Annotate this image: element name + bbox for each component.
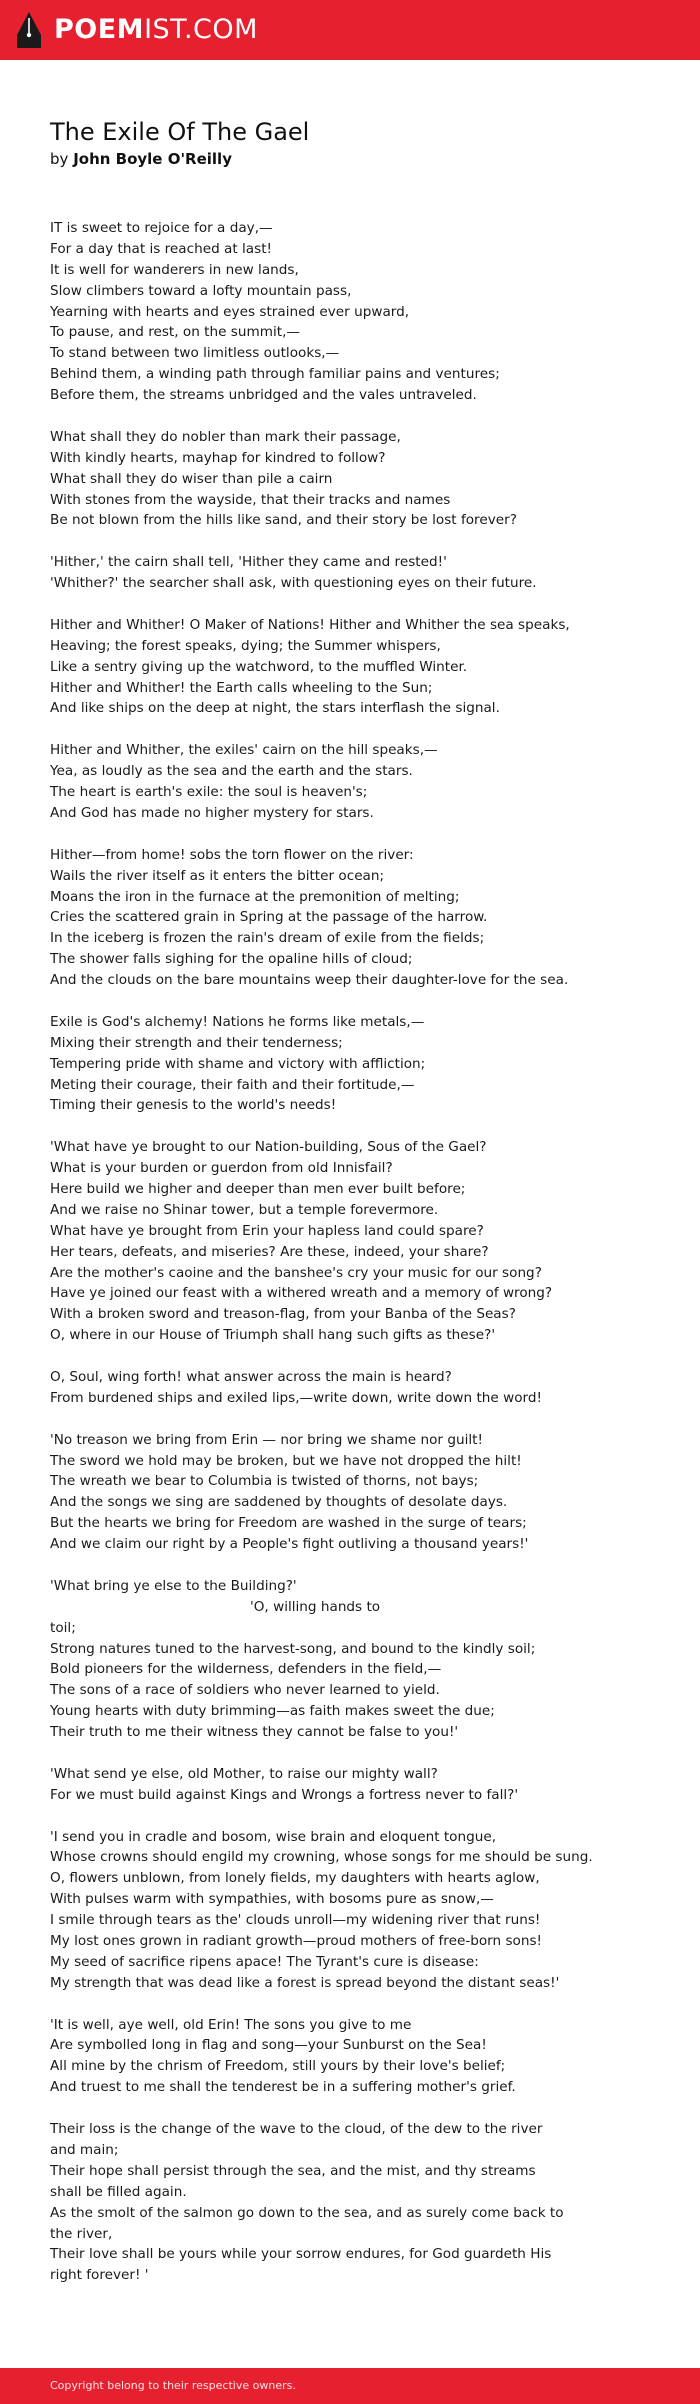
stanza-break	[50, 531, 660, 552]
poem-line: Wails the river itself as it enters the bitter ocean;	[50, 867, 385, 884]
poem-line: IT is sweet to rejoice for a day,—	[50, 220, 273, 236]
poem-line: 'No treason we bring from Erin — nor bring we shame nor guilt!	[50, 1431, 483, 1448]
stanza-break	[50, 719, 660, 740]
poem-line: What shall they do wiser than pile a cairn	[50, 470, 333, 487]
poem-line: O, flowers unblown, from lonely fields, my daughters with hearts aglow,	[50, 1870, 540, 1887]
poem-line: And like ships on the deep at night, the stars interflash the signal.	[50, 700, 500, 717]
poem-line: For a day that is reached at last!	[50, 240, 272, 257]
poem-line: Hither and Whither! the Earth calls wheeling to the Sun;	[50, 679, 433, 696]
poem-line: Heaving; the forest speaks, dying; the Summer whispers,	[50, 637, 441, 654]
poem-line: The wreath we bear to Columbia is twisted of thorns, not bays;	[50, 1473, 479, 1490]
stanza-break	[50, 1346, 660, 1367]
poem-line: right forever! '	[50, 2267, 149, 2284]
poem-line: Like a sentry giving up the watchword, to the muffled Winter.	[50, 658, 468, 675]
site-header	[0, 0, 700, 60]
by-label: by	[50, 150, 69, 168]
stanza-break	[50, 1743, 660, 1764]
poem-line: All mine by the chrism of Freedom, still yours by their love's belief;	[50, 2058, 506, 2075]
poem-line: Here build we higher and deeper than men ever built before;	[50, 1180, 466, 1197]
author-link[interactable]: John Boyle O'Reilly	[73, 150, 232, 168]
poem-line: 'Whither?' the searcher shall ask, with questioning eyes on their future.	[50, 575, 537, 592]
stanza-break	[50, 594, 660, 615]
poem-line: What is your burden or guerdon from old Innisfail?	[50, 1160, 393, 1177]
poem-line: 'What have ye brought to our Nation-building, Sous of the Gael?	[50, 1139, 487, 1156]
poem-line: And we raise no Shinar tower, but a temple forevermore.	[50, 1201, 439, 1218]
poem-line: Tempering pride with shame and victory with affliction;	[50, 1055, 426, 1072]
poem-line: Their loss is the change of the wave to the cloud, of the dew to the river	[50, 2121, 543, 2138]
stanza-break	[50, 2098, 660, 2119]
poem-line: The shower falls sighing for the opaline hills of cloud;	[50, 951, 413, 968]
poem-line: Their hope shall persist through the sea, and the mist, and thy streams	[50, 2162, 536, 2179]
poem-line: From burdened ships and exiled lips,—write down, write down the word!	[50, 1389, 542, 1406]
poem-line: Moans the iron in the furnace at the premonition of melting;	[50, 888, 460, 905]
poem-line: With kindly hearts, mayhap for kindred to follow?	[50, 449, 386, 466]
poem-line: Are the mother's caoine and the banshee's cry your music for our song?	[50, 1264, 542, 1281]
poem-line: Their love shall be yours while your sorrow endures, for God guardeth His	[50, 2246, 552, 2263]
poem-line: And God has made no higher mystery for stars.	[50, 804, 374, 821]
logo-text: POEMIST.COM	[54, 14, 258, 45]
stanza-break	[50, 1555, 660, 1576]
poem-line: 'What send ye else, old Mother, to raise our mighty wall?	[50, 1765, 438, 1782]
poem-line: My strength that was dead like a forest is spread beyond the distant seas!'	[50, 1974, 560, 1991]
poem-line: 'It is well, aye well, old Erin! The sons you give to me	[50, 2016, 412, 2033]
poem-line: With a broken sword and treason-flag, from your Banba of the Seas?	[50, 1306, 516, 1323]
poem-line: 'Hither,' the cairn shall tell, 'Hither they came and rested!'	[50, 554, 447, 571]
poem-line: Strong natures tuned to the harvest-song, and bound to the kindly soil;	[50, 1640, 536, 1657]
poem-line: Have ye joined our feast with a withered wreath and a memory of wrong?	[50, 1285, 553, 1302]
site-logo[interactable]	[16, 11, 258, 49]
stanza-break	[50, 1116, 660, 1137]
poem-line: The sons of a race of soldiers who never learned to yield.	[50, 1682, 440, 1699]
poem-line: the river,	[50, 2225, 113, 2242]
copyright-notice: Copyright belong to their respective owners.	[50, 2379, 296, 2392]
poem-line: Yea, as loudly as the sea and the earth and the stars.	[50, 763, 413, 780]
poem-line: Are symbolled long in flag and song—your Sunburst on the Sea!	[50, 2037, 487, 2054]
poem-line: Cries the scattered grain in Spring at the passage of the harrow.	[50, 909, 488, 926]
poem-line: O, Soul, wing forth! what answer across the main is heard?	[50, 1368, 452, 1385]
poem-line: But the hearts we bring for Freedom are washed in the surge of tears;	[50, 1515, 527, 1532]
poem-line: Mixing their strength and their tenderness;	[50, 1034, 343, 1051]
poem-line: Yearning with hearts and eyes strained ever upward,	[50, 303, 410, 320]
poem-line: My lost ones grown in radiant growth—proud mothers of free-born sons!	[50, 1933, 543, 1950]
poem-line: In the iceberg is frozen the rain's dream of exile from the fields;	[50, 930, 485, 947]
poem-line: The heart is earth's exile: the soul is heaven's;	[50, 784, 368, 801]
poem-line: Meting their courage, their faith and their fortitude,—	[50, 1076, 415, 1093]
poem-line: Their truth to me their witness they cannot be false to you!'	[50, 1724, 459, 1741]
poem-line: Whose crowns should engild my crowning, whose songs for me should be sung.	[50, 1849, 593, 1866]
poem-line: What shall they do nobler than mark their passage,	[50, 428, 401, 445]
site-footer	[0, 2368, 700, 2404]
stanza-break	[50, 991, 660, 1012]
pen-nib-icon	[16, 11, 42, 49]
stanza-break	[50, 1806, 660, 1827]
stanza-break	[50, 1994, 660, 2015]
poem-line: Hither and Whither, the exiles' cairn on the hill speaks,—	[50, 742, 438, 759]
poem-line: Exile is God's alchemy! Nations he forms like metals,—	[50, 1013, 425, 1030]
poem-line: It is well for wanderers in new lands,	[50, 261, 299, 278]
stanza-break	[50, 824, 660, 845]
poem-line: Slow climbers toward a lofty mountain pass,	[50, 282, 352, 299]
poem-line: 'What bring ye else to the Building?'	[50, 1577, 297, 1594]
poem-line: As the smolt of the salmon go down to the sea, and as surely come back to	[50, 2204, 564, 2221]
poem-line: And truest to me shall the tenderest be in a suffering mother's grief.	[50, 2079, 516, 2096]
poem-line: Young hearts with duty brimming—as faith makes sweet the due;	[50, 1703, 495, 1720]
poem-line: Timing their genesis to the world's needs!	[50, 1097, 337, 1114]
poem-line: Bold pioneers for the wilderness, defenders in the field,—	[50, 1661, 442, 1678]
poem-line: Hither—from home! sobs the torn flower on the river:	[50, 846, 414, 863]
poem-line: and main;	[50, 2141, 119, 2158]
poem-line: Behind them, a winding path through familiar pains and ventures;	[50, 366, 500, 383]
poem-line: I smile through tears as the' clouds unroll—my widening river that runs!	[50, 1912, 541, 1929]
poem-line: toil;	[50, 1619, 76, 1636]
poem-line: My seed of sacrifice ripens apace! The Tyrant's cure is disease:	[50, 1953, 479, 1970]
poem-line: And the clouds on the bare mountains weep their daughter-love for the sea.	[50, 972, 569, 989]
poem-line: O, where in our House of Triumph shall hang such gifts as these?'	[50, 1327, 496, 1344]
poem-line: Be not blown from the hills like sand, and their story be lost forever?	[50, 512, 517, 529]
poem-line: What have ye brought from Erin your hapless land could spare?	[50, 1222, 484, 1239]
stanza-break	[50, 406, 660, 427]
poem-line: Before them, the streams unbridged and the vales untraveled.	[50, 387, 477, 404]
poem-line: With stones from the wayside, that their tracks and names	[50, 491, 451, 508]
poem-line: shall be filled again.	[50, 2183, 187, 2200]
poem-line: To stand between two limitless outlooks,—	[50, 345, 340, 362]
poem-line: And we claim our right by a People's fight outliving a thousand years!'	[50, 1536, 529, 1553]
byline	[50, 149, 232, 169]
poem-line: Hither and Whither! O Maker of Nations! Hither and Whither the sea speaks,	[50, 616, 570, 633]
poem-line: And the songs we sing are saddened by thoughts of desolate days.	[50, 1494, 508, 1511]
poem-line: For we must build against Kings and Wrongs a fortress never to fall?'	[50, 1786, 519, 1803]
poem-line: The sword we hold may be broken, but we have not dropped the hilt!	[50, 1452, 522, 1469]
poem-line: 'I send you in cradle and bosom, wise brain and eloquent tongue,	[50, 1828, 497, 1845]
poem-line: With pulses warm with sympathies, with bosoms pure as snow,—	[50, 1891, 494, 1908]
stanza-break	[50, 1409, 660, 1430]
poem-body	[50, 218, 660, 2286]
poem-line: Her tears, defeats, and miseries? Are these, indeed, your share?	[50, 1243, 489, 1260]
poem-line: To pause, and rest, on the summit,—	[50, 324, 300, 341]
poem-line: 'O, willing hands to	[250, 1598, 381, 1615]
poem-title: The Exile Of The Gael	[50, 118, 310, 146]
